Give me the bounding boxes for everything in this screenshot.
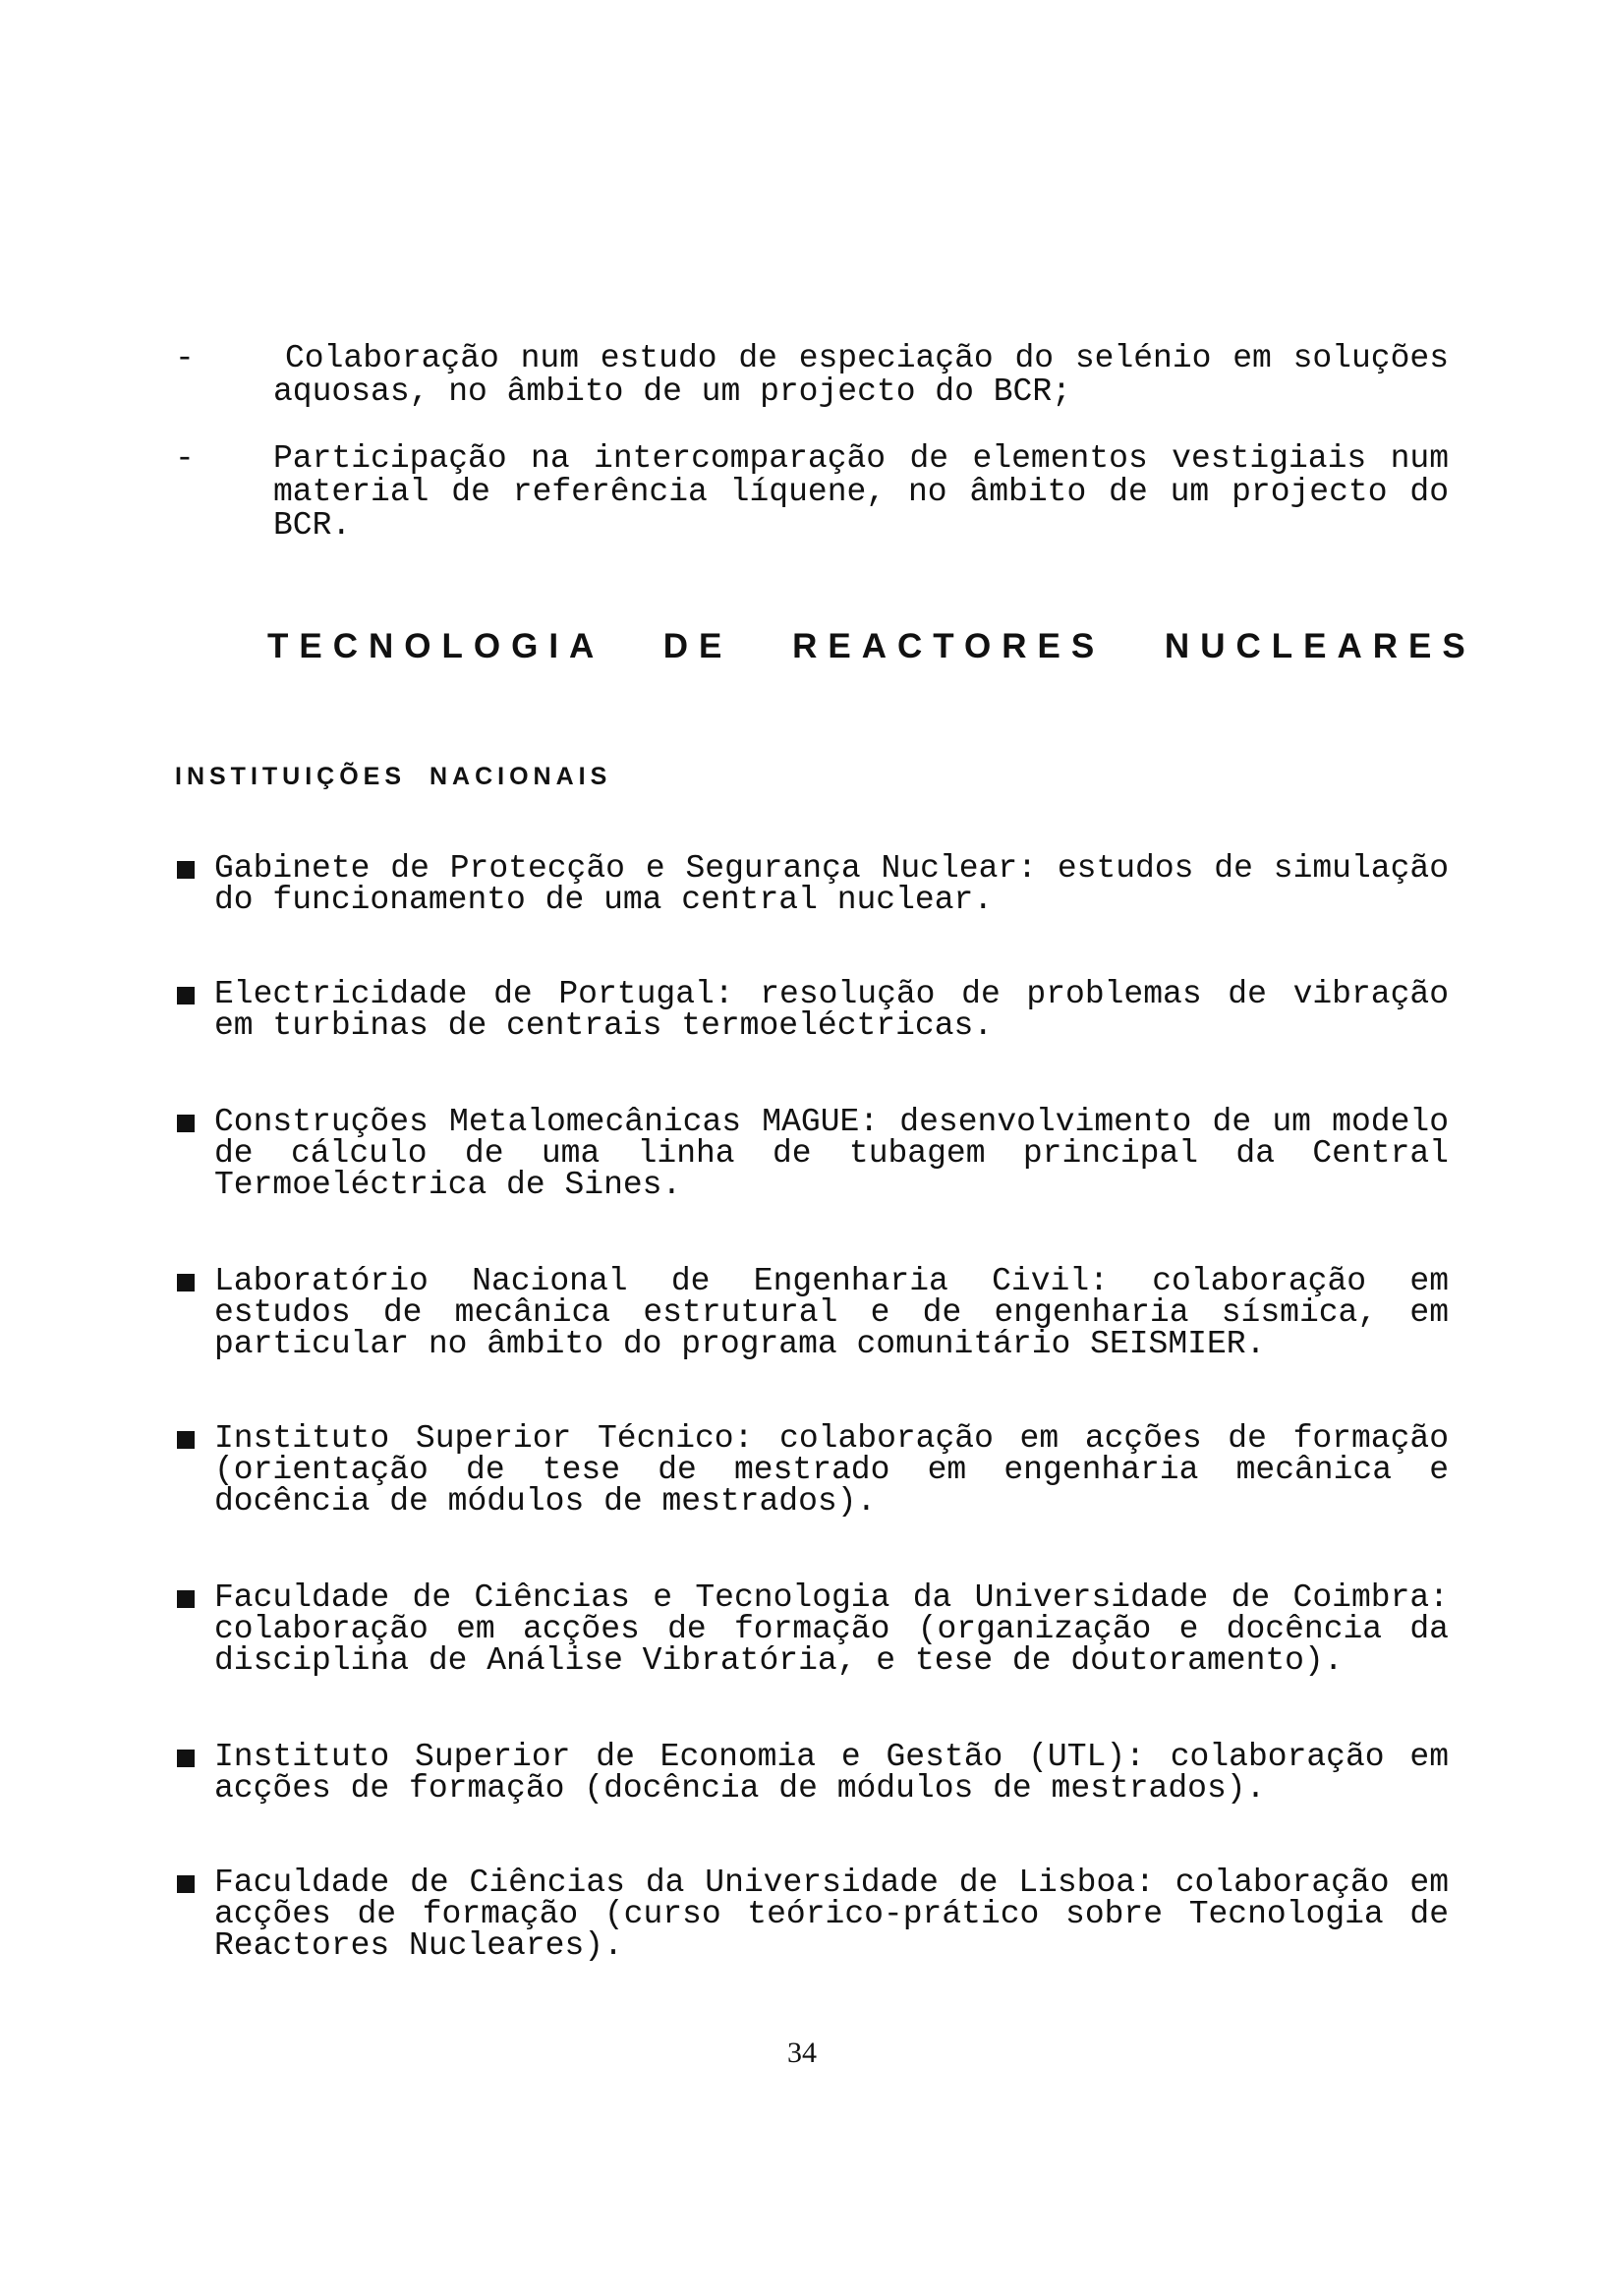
intro-item-selenium [175, 340, 1449, 410]
institution-item [214, 1420, 1449, 1520]
dash-marker: - [175, 340, 195, 376]
institution-text: Laboratório Nacional de Engenharia Civil: colaboração em estudos de mecânica estrutural e de engenharia sísmica, em particular no âmbito do programa comunitário SEISMIER. [214, 1263, 1449, 1362]
institution-text: Gabinete de Protecção e Segurança Nuclear: estudos de simulação do funcionamento de uma central nuclear. [214, 850, 1449, 918]
bullet-square-icon [177, 1590, 195, 1608]
section-subtitle: INSTITUIÇÕES NACIONAIS [175, 763, 612, 790]
intro-item-text: Participação na intercomparação de elementos vestigiais num material de referência líquene, no âmbito de um projecto do BCR. [273, 440, 1449, 544]
bullet-square-icon [177, 1115, 195, 1132]
institution-item [214, 1263, 1449, 1362]
dash-marker: - [175, 440, 195, 477]
intro-item-lichen [175, 440, 1449, 544]
section-title: TECNOLOGIA DE REACTORES NUCLEARES [267, 627, 1476, 665]
bullet-square-icon [177, 1750, 195, 1767]
institution-item [214, 850, 1449, 918]
page-number: 34 [787, 2037, 817, 2069]
bullet-square-icon [177, 987, 195, 1004]
bullet-square-icon [177, 1875, 195, 1893]
institution-item [214, 1867, 1449, 1962]
institution-text: Electricidade de Portugal: resolução de problemas de vibração em turbinas de centrais termoeléctricas. [214, 976, 1449, 1044]
institution-item [214, 976, 1449, 1044]
institution-text: Instituto Superior Técnico: colaboração em acções de formação (orientação de tese de mestrado em engenharia mecânica e docência de módulos de mestrados). [214, 1420, 1449, 1520]
bullet-square-icon [177, 861, 195, 879]
intro-item-text: Colaboração num estudo de especiação do selénio em soluções aquosas, no âmbito de um projecto do BCR; [273, 340, 1449, 410]
institution-item [214, 1104, 1449, 1203]
institution-text: Faculdade de Ciências da Universidade de Lisboa: colaboração em acções de formação (curso teórico-prático sobre Tecnologia de Reactores Nucleares). [214, 1865, 1449, 1964]
institution-item [214, 1739, 1449, 1807]
institution-text: Instituto Superior de Economia e Gestão (UTL): colaboração em acções de formação (docência de módulos de mestrados). [214, 1739, 1449, 1807]
institution-text: Construções Metalomecânicas MAGUE: desenvolvimento de um modelo de cálculo de uma linha de tubagem principal da Central Termoeléctrica de Sines. [214, 1104, 1449, 1203]
institution-text: Faculdade de Ciências e Tecnologia da Universidade de Coimbra: colaboração em acções de formação (organização e docência da disciplina de Análise Vibratória, e tese de doutoramento). [214, 1579, 1449, 1679]
institution-item [214, 1579, 1449, 1679]
bullet-square-icon [177, 1431, 195, 1449]
bullet-square-icon [177, 1274, 195, 1292]
